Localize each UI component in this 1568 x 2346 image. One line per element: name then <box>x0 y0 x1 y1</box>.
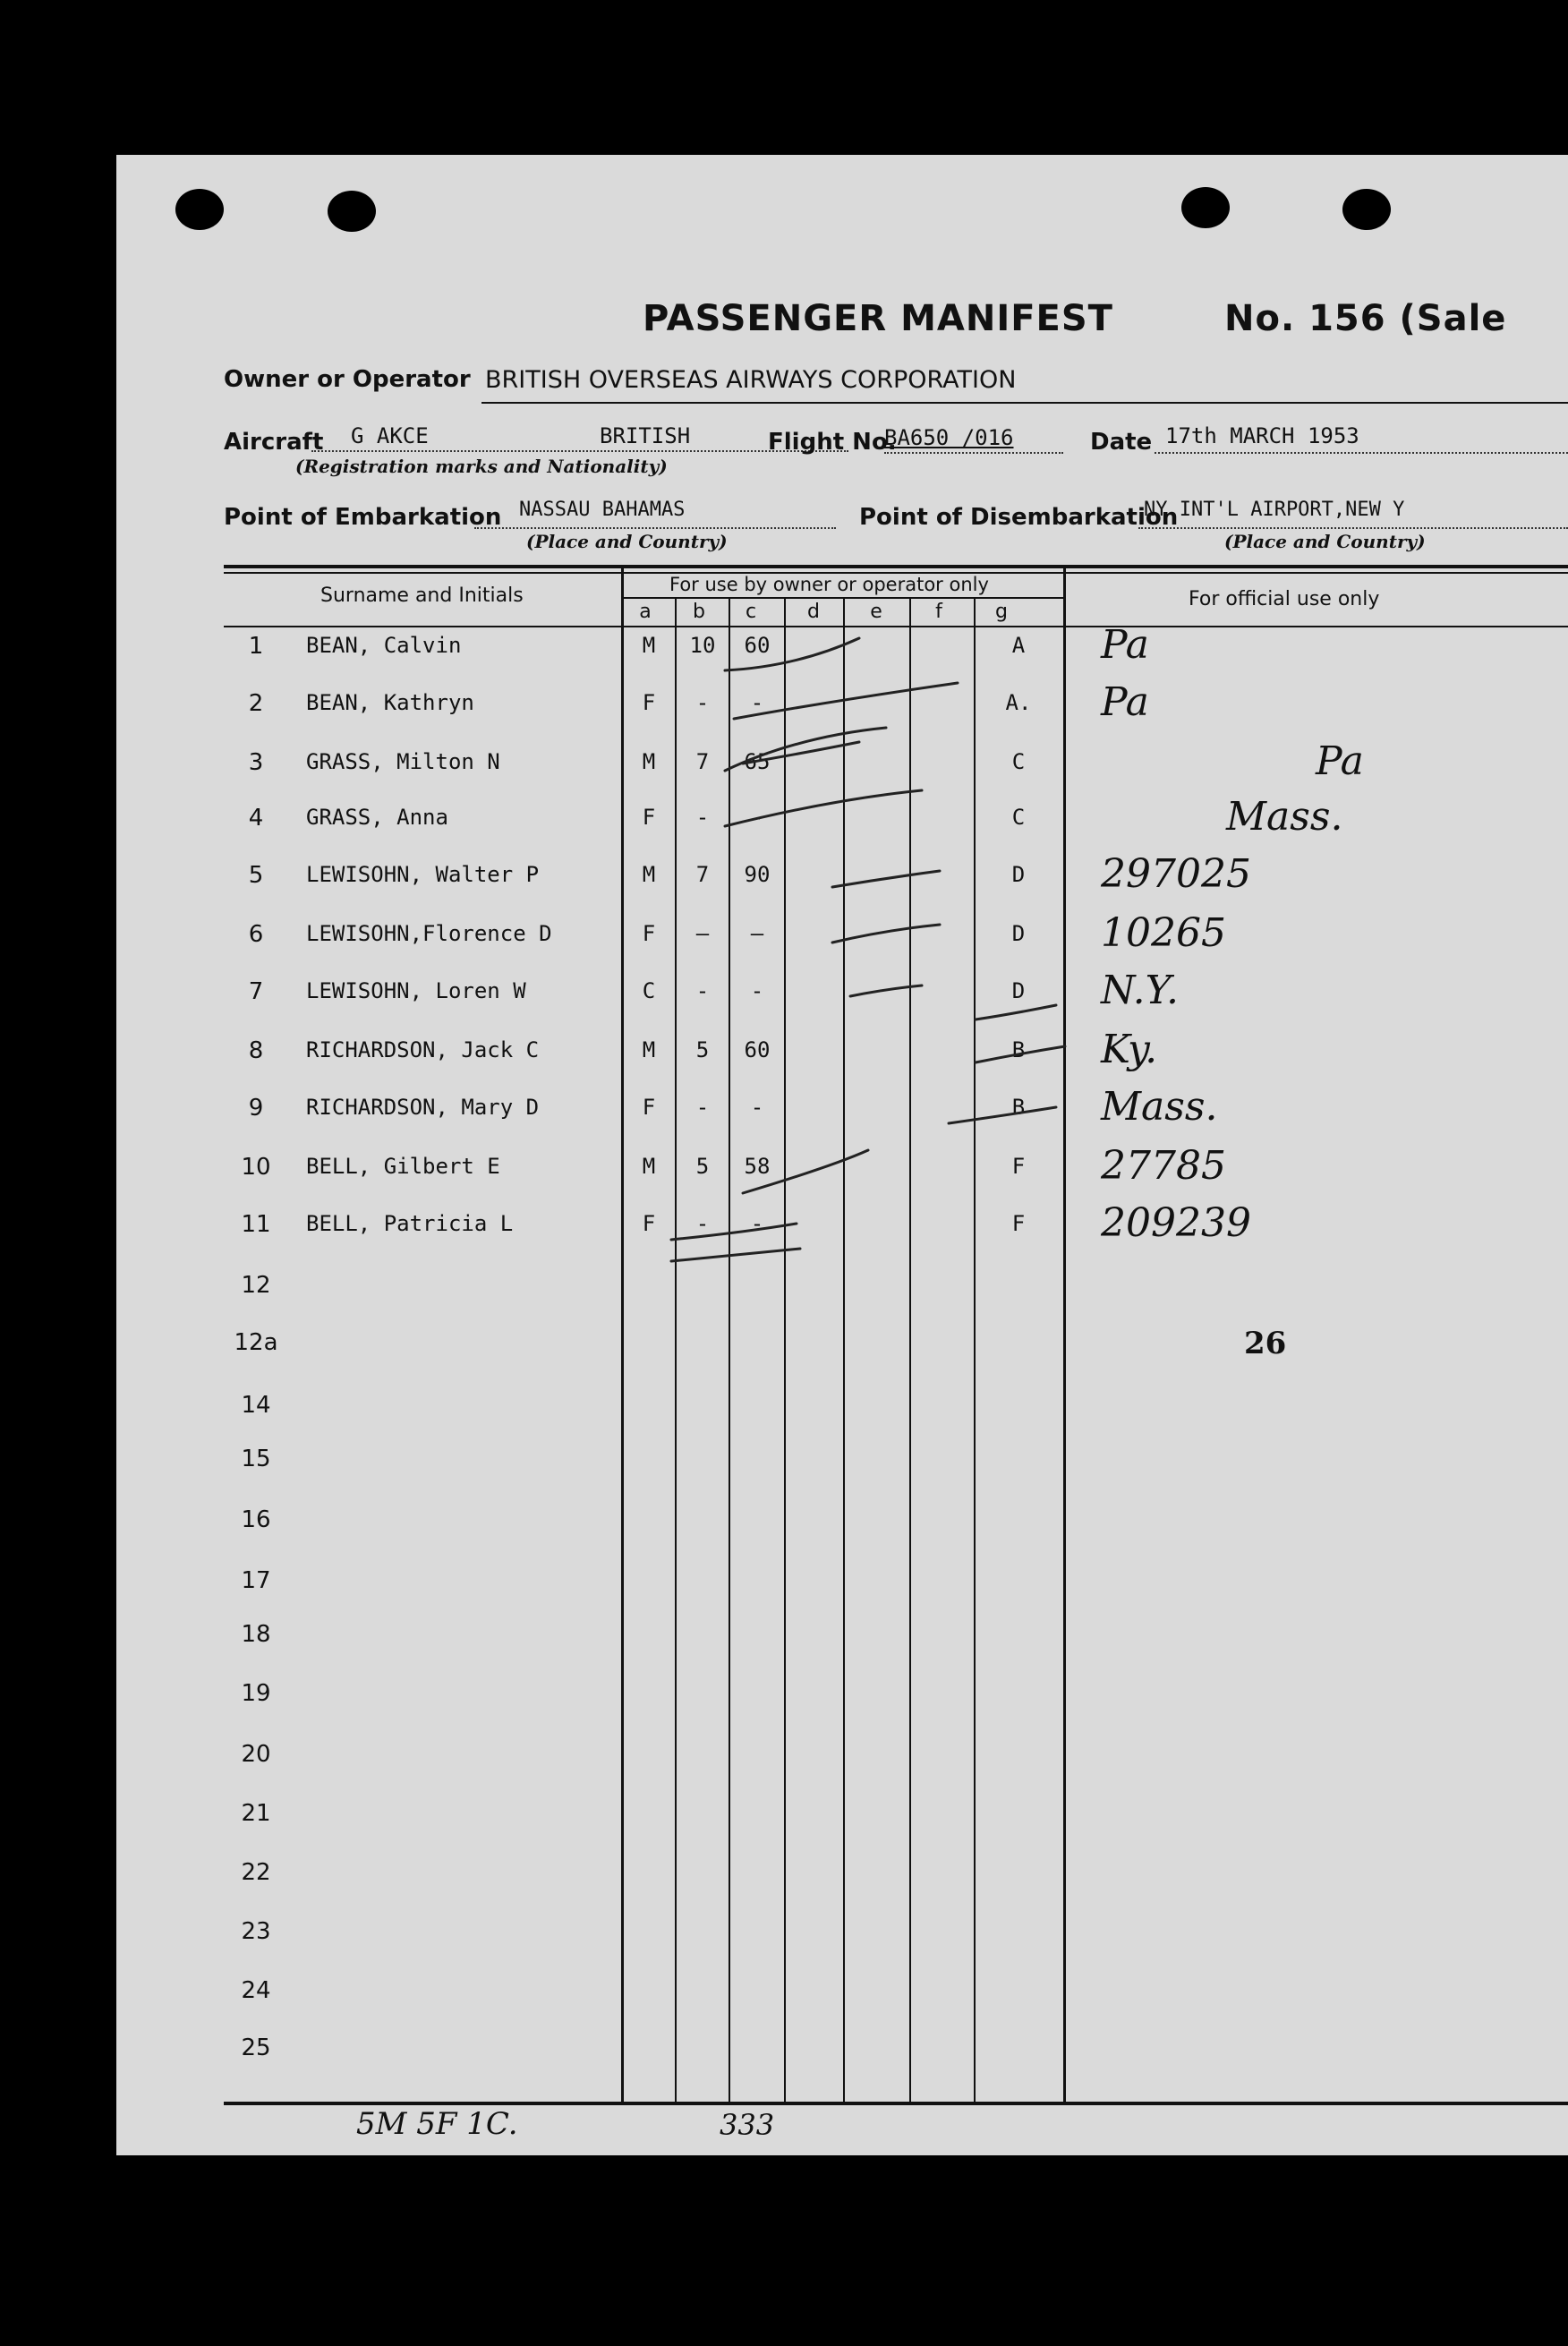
cell-a-sex: F <box>642 1211 656 1236</box>
row-number: 10 <box>241 1154 271 1181</box>
cell-g: D <box>1011 921 1026 946</box>
name-column-header: Surname and Initials <box>320 584 524 607</box>
row-number: 9 <box>248 1095 264 1122</box>
col-header-c: c <box>745 601 757 623</box>
cell-b: - <box>695 978 710 1003</box>
passenger-name: LEWISOHN, Walter P <box>306 862 540 887</box>
official-entry: Mass. <box>1226 794 1343 840</box>
official-entry: Pa <box>1101 622 1149 668</box>
cell-b: — <box>695 921 710 946</box>
passenger-name: BEAN, Kathryn <box>306 690 474 715</box>
cell-c: - <box>750 1095 764 1120</box>
disembarkation-caption: (Place and Country) <box>1224 531 1426 552</box>
passenger-name: LEWISOHN, Loren W <box>306 978 526 1003</box>
cell-g: C <box>1011 749 1026 774</box>
row-number: 12 <box>241 1272 271 1299</box>
row-number: 11 <box>241 1211 271 1238</box>
passenger-name: LEWISOHN,Florence D <box>306 921 552 946</box>
disembarkation-label: Point of Disembarkation <box>859 504 1179 531</box>
passenger-name: GRASS, Milton N <box>306 749 500 774</box>
aircraft-caption: (Registration marks and Nationality) <box>295 456 668 477</box>
official-entry: 209239 <box>1101 1200 1251 1246</box>
aircraft-registration: G AKCE <box>351 423 429 448</box>
cell-c: — <box>750 921 764 946</box>
official-entry: Pa <box>1101 679 1149 725</box>
cell-g: B <box>1011 1095 1026 1120</box>
cell-g: D <box>1011 862 1026 887</box>
manifest-sheet <box>116 155 1568 2155</box>
row-number: 21 <box>241 1800 271 1827</box>
row-number: 22 <box>241 1859 271 1886</box>
cell-g: B <box>1011 1037 1026 1062</box>
cell-g: F <box>1011 1211 1026 1236</box>
form-title: PASSENGER MANIFEST <box>643 298 1113 339</box>
row-number: 6 <box>248 921 264 948</box>
cell-c: - <box>750 1211 764 1236</box>
col-header-e: e <box>870 601 882 623</box>
cell-a-sex: F <box>642 690 656 715</box>
cell-b: 10 <box>689 633 716 658</box>
cell-c: 65 <box>744 749 771 774</box>
row-number: 25 <box>241 2035 271 2061</box>
cell-b: - <box>695 1095 710 1120</box>
footer-page-mark: 333 <box>720 2108 775 2142</box>
official-entry: N.Y. <box>1101 968 1180 1013</box>
row-number: 14 <box>241 1392 271 1419</box>
row-number: 17 <box>241 1567 271 1594</box>
cell-c: 90 <box>744 862 771 887</box>
cell-b: 5 <box>695 1154 710 1179</box>
official-entry: Ky. <box>1101 1027 1158 1072</box>
cell-b: 5 <box>695 1037 710 1062</box>
cell-g: C <box>1011 805 1026 830</box>
cell-a-sex: M <box>642 1037 656 1062</box>
row-number: 1 <box>248 633 264 660</box>
official-entry: Mass. <box>1101 1084 1218 1130</box>
cell-b: - <box>695 1211 710 1236</box>
flight-number: BA650 /016 <box>884 425 1014 450</box>
row-number: 19 <box>241 1680 271 1707</box>
cell-c: 60 <box>744 633 771 658</box>
row-number: 2 <box>248 690 264 717</box>
date-value: 17th MARCH 1953 <box>1165 423 1359 448</box>
cell-a-sex: C <box>642 978 656 1003</box>
official-entry: 297025 <box>1101 851 1251 897</box>
col-header-a: a <box>639 601 652 623</box>
col-header-b: b <box>693 601 705 623</box>
cell-g: A. <box>1005 690 1032 715</box>
row-number: 4 <box>248 805 264 832</box>
cell-g: A <box>1011 633 1026 658</box>
row-number: 24 <box>241 1977 271 2004</box>
cell-a-sex: F <box>642 921 656 946</box>
cell-a-sex: F <box>642 1095 656 1120</box>
official-column-header: For official use only <box>1189 588 1380 610</box>
cell-c: - <box>750 978 764 1003</box>
flight-label: Flight No. <box>768 429 897 456</box>
passenger-name: BELL, Gilbert E <box>306 1154 500 1179</box>
passenger-name: BEAN, Calvin <box>306 633 462 658</box>
cell-b: 7 <box>695 749 710 774</box>
col-header-d: d <box>807 601 820 623</box>
cell-a-sex: F <box>642 805 656 830</box>
passenger-name: BELL, Patricia L <box>306 1211 514 1236</box>
passenger-name: RICHARDSON, Jack C <box>306 1037 540 1062</box>
date-label: Date <box>1090 429 1153 456</box>
row-number: 5 <box>248 862 264 889</box>
row-number: 20 <box>241 1741 271 1768</box>
official-entry: Pa <box>1316 738 1364 784</box>
cell-g: F <box>1011 1154 1026 1179</box>
passenger-name: GRASS, Anna <box>306 805 448 830</box>
cell-b: - <box>695 805 710 830</box>
row-number: 18 <box>241 1621 271 1648</box>
cell-c: 60 <box>744 1037 771 1062</box>
row-number: 3 <box>248 749 264 776</box>
owner-label: Owner or Operator <box>224 366 471 393</box>
pen-marks <box>116 155 1568 2155</box>
cell-g: D <box>1011 978 1026 1003</box>
operator-columns-header: For use by owner or operator only <box>669 574 989 595</box>
cell-a-sex: M <box>642 633 656 658</box>
official-entry: 10265 <box>1101 910 1226 956</box>
official-entry: 26 <box>1244 1326 1287 1361</box>
row-number: 23 <box>241 1918 271 1945</box>
manifest-number: No. 156 (Sale <box>1224 298 1507 339</box>
row-number: 15 <box>241 1446 271 1472</box>
cell-a-sex: M <box>642 862 656 887</box>
embarkation-caption: (Place and Country) <box>526 531 728 552</box>
aircraft-nationality: BRITISH <box>600 423 691 448</box>
col-header-g: g <box>995 601 1008 623</box>
row-number: 12a <box>234 1329 278 1356</box>
embarkation-value: NASSAU BAHAMAS <box>519 499 686 521</box>
cell-c: - <box>750 805 764 830</box>
cell-c: 58 <box>744 1154 771 1179</box>
disembarkation-value: NY INT'L AIRPORT,NEW Y <box>1144 499 1405 521</box>
passenger-name: RICHARDSON, Mary D <box>306 1095 540 1120</box>
row-number: 16 <box>241 1506 271 1533</box>
owner-value: BRITISH OVERSEAS AIRWAYS CORPORATION <box>485 366 1017 394</box>
embarkation-label: Point of Embarkation <box>224 504 502 531</box>
col-header-f: f <box>935 601 942 623</box>
cell-c: - <box>750 690 764 715</box>
cell-b: 7 <box>695 862 710 887</box>
official-entry: 27785 <box>1101 1143 1226 1189</box>
cell-b: - <box>695 690 710 715</box>
aircraft-label: Aircraft <box>224 429 324 456</box>
cell-a-sex: M <box>642 749 656 774</box>
footer-tally: 5M 5F 1C. <box>356 2106 518 2142</box>
cell-a-sex: M <box>642 1154 656 1179</box>
row-number: 8 <box>248 1037 264 1064</box>
row-number: 7 <box>248 978 264 1005</box>
